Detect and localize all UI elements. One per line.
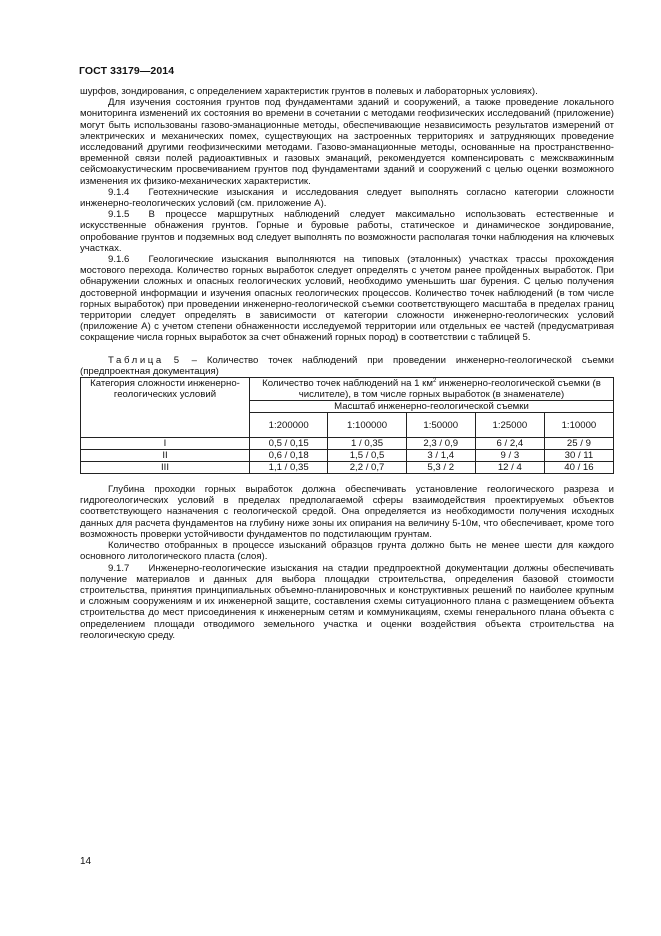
top-paragraphs (80, 86, 614, 344)
table-cell: 0,5 / 0,15 (250, 438, 328, 450)
paragraph (80, 563, 614, 641)
scale-header: 1:10000 (544, 413, 613, 438)
paragraph-text: шурфов, зондирования, с определением характеристик грунтов в полевых и лабораторных условиях). (80, 86, 538, 97)
paragraph-text: Количество отобранных в процессе изысканий образцов грунта должно быть не менее шести для каждого основного литологического пласта (слоя). (80, 540, 614, 563)
clause-number: 9.1.7 (108, 562, 130, 574)
table-cell: 6 / 2,4 (475, 438, 544, 450)
paragraph-text: Геотехнические изыскания и исследования следует выполнять согласно категории сложности инженерно-геологических условий (см. приложение А). (80, 186, 614, 210)
paragraph-text: Глубина проходки горных выработок должна обеспечивать установление геологического разреза и гидрогеологических условий в пределах предполагаемой сферы взаимодействия проектируемых объектов соответствующего назначения с геологической средой. Она определяется из необходимости получения исходных данных для расчета фундаментов на глубину ниже зоны их опирания на величину 5-10м, что обеспечивает, кроме того возможность проверки устойчивости фундаментов по подстилающим грунтам. (80, 484, 614, 540)
paragraph (80, 540, 614, 562)
row-category: II (81, 450, 250, 462)
clause-number: 9.1.4 (108, 186, 130, 198)
table-row (81, 462, 614, 474)
table-cell: 5,3 / 2 (406, 462, 475, 474)
table-cell: 1,1 / 0,35 (250, 462, 328, 474)
row-category: III (81, 462, 250, 474)
paragraph (80, 97, 614, 187)
scale-header: 1:200000 (250, 413, 328, 438)
table-row (81, 438, 614, 450)
table-cell: 0,6 / 0,18 (250, 450, 328, 462)
table-cell: 1,5 / 0,5 (328, 450, 406, 462)
column-header-count-text-b: инженерно-геологической съемки (в числителе), в том числе горных выработок (в знаменателе) (298, 378, 601, 401)
page-number: 14 (80, 856, 92, 867)
table-caption-text: – Количество точек наблюдений при проведении инженерно-геологической съемки (предпроектная документация) (80, 354, 614, 377)
column-header-scale: Масштаб инженерно-геологической съемки (250, 401, 614, 413)
scale-header: 1:50000 (406, 413, 475, 438)
paragraph (80, 484, 614, 540)
table-cell: 9 / 3 (475, 450, 544, 462)
table-caption (80, 355, 614, 377)
column-header-category: Категория сложности инженерно-геологических условий (81, 378, 250, 438)
scale-header: 1:100000 (328, 413, 406, 438)
table-cell: 2,2 / 0,7 (328, 462, 406, 474)
clause-number: 9.1.6 (108, 254, 130, 266)
paragraph-text: В процессе маршрутных наблюдений следует максимально использовать естественные и искусственные обнажения грунтов. Горные и буровые работы, статическое и динамическое зондирование, опробование грунтов и подземных вод следует выполнять по возможности располагая точки наблюдения на ключевых участках. (80, 209, 614, 254)
table-row (81, 450, 614, 462)
table-caption-number: 5 (173, 354, 182, 366)
table-cell: 2,3 / 0,9 (406, 438, 475, 450)
paragraph (80, 209, 614, 254)
table-cell: 40 / 16 (544, 462, 613, 474)
column-header-count-sup: 2 (432, 377, 437, 384)
scale-header: 1:25000 (475, 413, 544, 438)
document-body (80, 86, 614, 641)
column-header-count (250, 378, 614, 401)
table-cell: 12 / 4 (475, 462, 544, 474)
paragraph-text: Геологические изыскания выполняются на типовых (эталонных) участках трассы прохождения мостового перехода. Количество горных выработок следует определять с учетом ранее пройденных выработок. При обнаружении сложных и опасных геологических условий, необходимо уменьшить шаг бурения. С целью получения достоверной информации и изучения опасных геологических процессов. Количество точек наблюдений (в том числе горных выработок) при проведении инженерно-геологической съемки соответствующего масштаба в пределах границ территории следует определять в зависимости от категории сложности инженерно-геологических условий (приложение А) с учетом степени обнаженности исследуемой территории или отдельных ее частей (предусматривая сокращение числа горных выработок за счет обнажений горных пород) в соответствии с таблицей 5. (80, 254, 614, 344)
table-cell: 30 / 11 (544, 450, 613, 462)
paragraph-text: Для изучения состояния грунтов под фундаментами зданий и сооружений, а также проведение локального мониторинга изменений их состояния во времени в сочетании с методами геофизических исследований (приложение) могут быть использованы газово-эманационные методы, обеспечивающие независимость результатов измерений от электрических и механических помех, существующих на застроенных территориях и затрудняющих проведение исследований другими геофизическими методами. Газово-эманационные методы, основанные на пространственно-временной связи полей радиоактивных и газовых эманаций, рекомендуется компенсировать с межскважинным сейсмоакустическим просвечиванием грунтов под фундаментами зданий и сооружений с целью оценки возможного изменения их физико-механических характеристик. (80, 97, 614, 187)
row-category: I (81, 438, 250, 450)
paragraph-text: Инженерно-геологические изыскания на стадии предпроектной документации должны обеспечивать получение материалов и данных для выбора площадки строительства, определения базовой стоимости строительства, принятия принципиальных объемно-планировочных и конструктивных решений по наиболее крупным и сложным сооружениям и их инженерной защите, составления схемы ситуационного плана с размещением объекта строительства до мест присоединения к инженерным сетям и коммуникациям, схемы генерального плана объекта с определением площади отводимого земельного участка и оценки воздействия объекта строительства на геологическую среду. (80, 562, 614, 641)
document-code-header: ГОСТ 33179—2014 (79, 65, 175, 77)
paragraph (80, 187, 614, 209)
clause-number: 9.1.5 (108, 209, 130, 221)
table-cell: 25 / 9 (544, 438, 613, 450)
observation-points-table (80, 377, 614, 474)
table-caption-label: Таблица (108, 354, 164, 366)
column-header-count-text-a: Количество точек наблюдений на 1 км (262, 378, 433, 390)
paragraph (80, 86, 614, 97)
paragraph (80, 254, 614, 344)
bottom-paragraphs (80, 484, 614, 641)
table-cell: 1 / 0,35 (328, 438, 406, 450)
table-cell: 3 / 1,4 (406, 450, 475, 462)
